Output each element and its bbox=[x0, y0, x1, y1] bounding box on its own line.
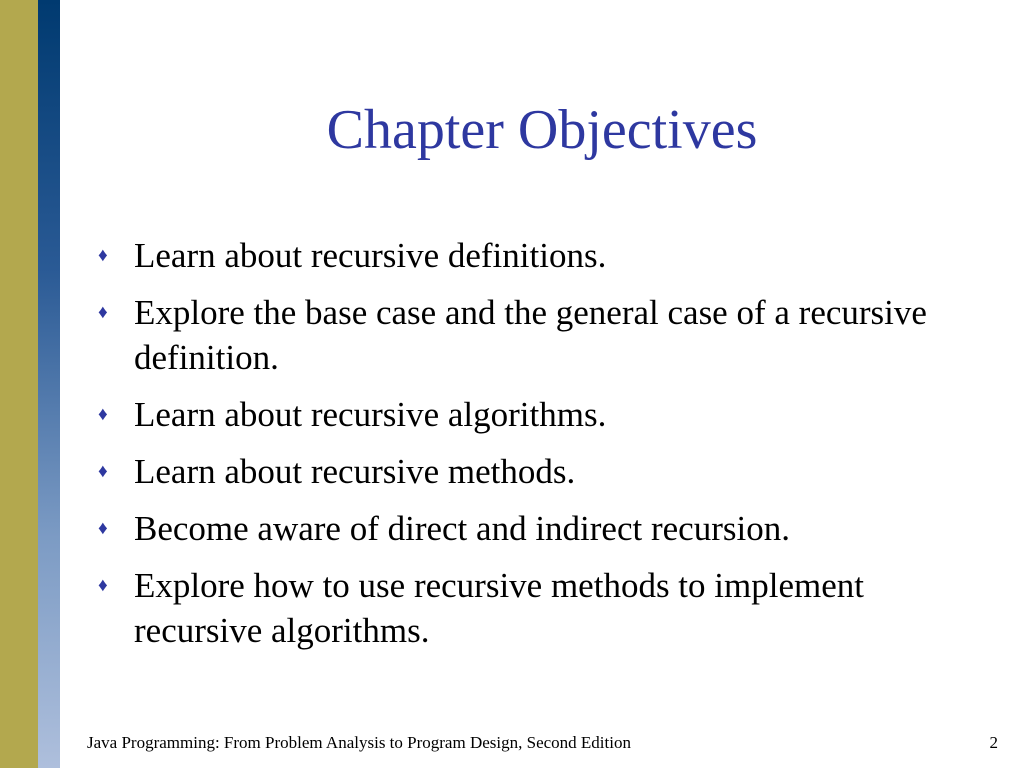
diamond-bullet-icon: ♦ bbox=[98, 302, 108, 323]
page-number: 2 bbox=[989, 733, 998, 752]
bullet-text: Become aware of direct and indirect recursion. bbox=[134, 509, 790, 548]
bullet-text: Learn about recursive methods. bbox=[134, 452, 576, 491]
list-item bbox=[98, 506, 978, 551]
bullet-text: Explore how to use recursive methods to implement recursive algorithms. bbox=[134, 566, 864, 650]
objectives-list bbox=[98, 233, 978, 665]
diamond-bullet-icon: ♦ bbox=[98, 404, 108, 425]
diamond-bullet-icon: ♦ bbox=[98, 245, 108, 266]
bullet-text: Learn about recursive definitions. bbox=[134, 236, 607, 275]
footer-book-title: Java Programming: From Problem Analysis to Program Design, Second Edition bbox=[87, 733, 631, 752]
list-item bbox=[98, 392, 978, 437]
diamond-bullet-icon: ♦ bbox=[98, 518, 108, 539]
list-item bbox=[98, 449, 978, 494]
slide-title: Chapter Objectives bbox=[326, 99, 758, 161]
diamond-bullet-icon: ♦ bbox=[98, 461, 108, 482]
list-item bbox=[98, 290, 978, 380]
list-item bbox=[98, 233, 978, 278]
sidebar-navy-stripe bbox=[38, 0, 60, 768]
sidebar-olive-stripe bbox=[0, 0, 38, 768]
diamond-bullet-icon: ♦ bbox=[98, 575, 108, 596]
bullet-text: Explore the base case and the general case of a recursive definition. bbox=[134, 293, 927, 377]
list-item bbox=[98, 563, 978, 653]
bullet-text: Learn about recursive algorithms. bbox=[134, 395, 607, 434]
